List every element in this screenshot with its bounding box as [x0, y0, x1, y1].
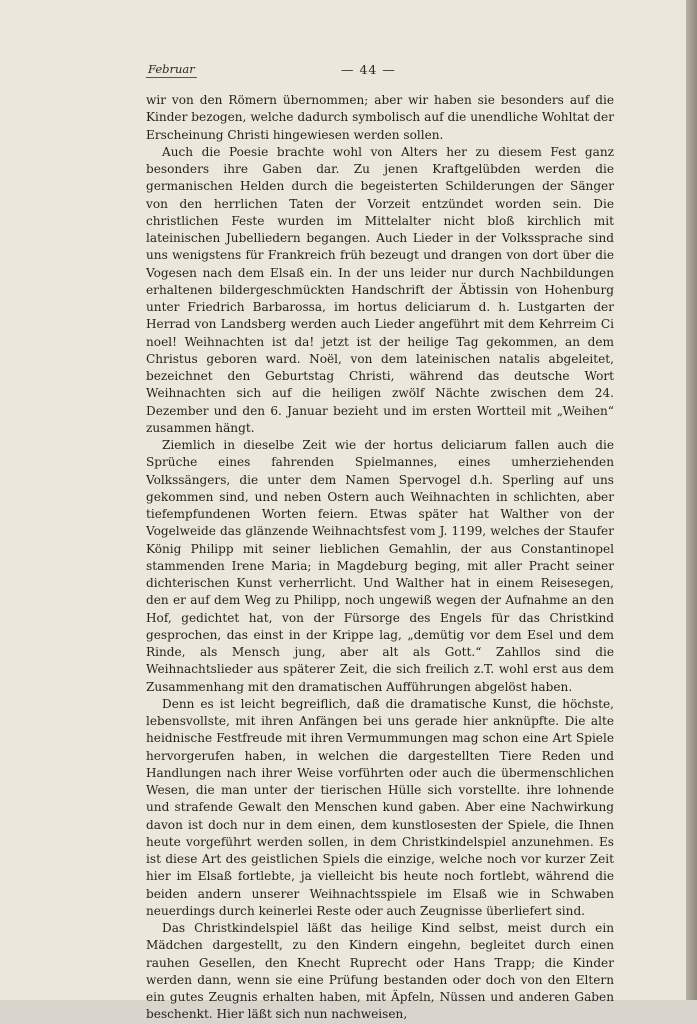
paragraph: Das Christkindelspiel läßt das heilige Kind selbst, meist durch ein Mädchen dargestellt, zu den Kindern eingehn, begleitet durch einen rauhen Gesellen, den Knecht Ruprecht oder Hans Trapp; die Kinder werden dann, wenn sie eine Prüfung bestanden oder doch von den Eltern ein gutes Zeugnis erhalten haben, mit Äpfeln, Nüssen und anderen Gaben beschenkt. Hier läßt sich nun nachweisen, [146, 921, 614, 1022]
paragraph: Auch die Poesie brachte wohl von Alters her zu diesem Fest ganz besonders ihre Gaben dar. Zu jenen Kraftgelübden werden die germanischen Helden durch die begeisterten Schilderungen der Sänger von den herrlichen Taten der Vorzeit entzündet worden sein. Die christlichen Feste wurden im Mittelalter nicht bloß kirchlich mit lateinischen Jubelliedern begangen. Auch Lieder in der Volkssprache sind uns wenigstens für Frankreich früh bezeugt und drangen von dort über die Vogesen nach dem Elsaß ein. In der uns leider nur durch Nachbildungen erhaltenen bildergeschmückten Handschrift der Äbtissin von Hohenburg unter Friedrich Barbarossa, im hortus deliciarum d. h. Lustgarten der Herrad von Landsberg werden auch Lieder angeführt mit dem Kehrreim Ci noel! Weihnachten ist da! jetzt ist der heilige Tag gekommen, an dem Christus geboren ward. Noël, von dem lateinischen natalis abgeleitet, bezeichnet den Geburtstag Christi, während das deutsche Wort Weihnachten sich auf die heiligen zwölf Nächte zwischen dem 24. Dezember und den 6. Januar bezieht und im ersten Wortteil mit „Weihen“ zusammen hängt. [146, 144, 614, 435]
page-number: — 44 — [341, 62, 396, 77]
paragraph: Ziemlich in dieselbe Zeit wie der hortus deliciarum fallen auch die Sprüche eines fahrenden Spielmannes, eines umherziehenden Volkssängers, die unter dem Namen Spervogel d.h. Sperling auf uns gekommen sind, und neben Ostern auch Weihnachten in schlichten, aber tiefempfundenen Worten feiern. Etwas später hat Walther von der Vogelweide das glänzende Weihnachtsfest vom J. 1199, welches der Staufer König Philipp mit seiner lieblichen Gemahlin, der aus Constantinopel stammenden Irene Maria; in Magdeburg beging, mit aller Pracht seiner dichterischen Kunst verherrlicht. Und Walther hat in einem Reisesegen, den er auf dem Weg zu Philipp, noch ungewiß wegen der Aufnahme an den Hof, gedichtet hat, von der Fürsorge des Engels für das Christkind gesprochen, das einst in der Krippe lag, „demütig vor dem Esel und dem Rinde, als Mensch jung, aber alt als Gott.“ Zahllos sind die Weihnachtslieder aus späterer Zeit, die sich freilich z.T. wohl erst aus dem Zusammenhang mit den dramatischen Aufführungen abgelöst haben. [146, 438, 614, 694]
paragraph: Denn es ist leicht begreiflich, daß die dramatische Kunst, die höchste, lebensvollste, mit ihren Anfängen bei uns gerade hier anknüpfte. Die alte heidnische Festfreude mit ihren Vermummungen mag schon eine Art Spiele hervorgerufen haben, in welchen die dargestellten Tiere Reden und Handlungen nach ihrer Weise vorführten oder auch die übermenschlichen Wesen, die man unter der tierischen Hülle sich vorstellte. ihre lohnende und strafende Gewalt den Menschen kund gaben. Aber eine Nachwirkung davon ist doch nur in dem einen, dem kunstlosesten der Spiele, die Ihnen heute vorgeführt werden sollen, in dem Christkindelspiel anzunehmen. Es ist diese Art des geistlichen Spiels die einzige, welche noch vor kurzer Zeit hier im Elsaß fortlebte, ja vielleicht bis heute noch fortlebt, während die beiden andern unserer Weihnachtsspiele im Elsaß wie in Schwaben neuerdings durch keinerlei Reste oder auch Zeugnisse überliefert sind. [146, 696, 614, 918]
body-text [146, 92, 614, 1024]
running-head-month: Februar [148, 62, 195, 76]
page-header [146, 62, 614, 84]
page-edge [686, 0, 697, 1000]
paragraph: wir von den Römern übernommen; aber wir haben sie besonders auf die Kinder bezogen, welche dadurch symbolisch auf die unendliche Wohltat der Erscheinung Christi hingewiesen werden sollen. [146, 93, 614, 142]
